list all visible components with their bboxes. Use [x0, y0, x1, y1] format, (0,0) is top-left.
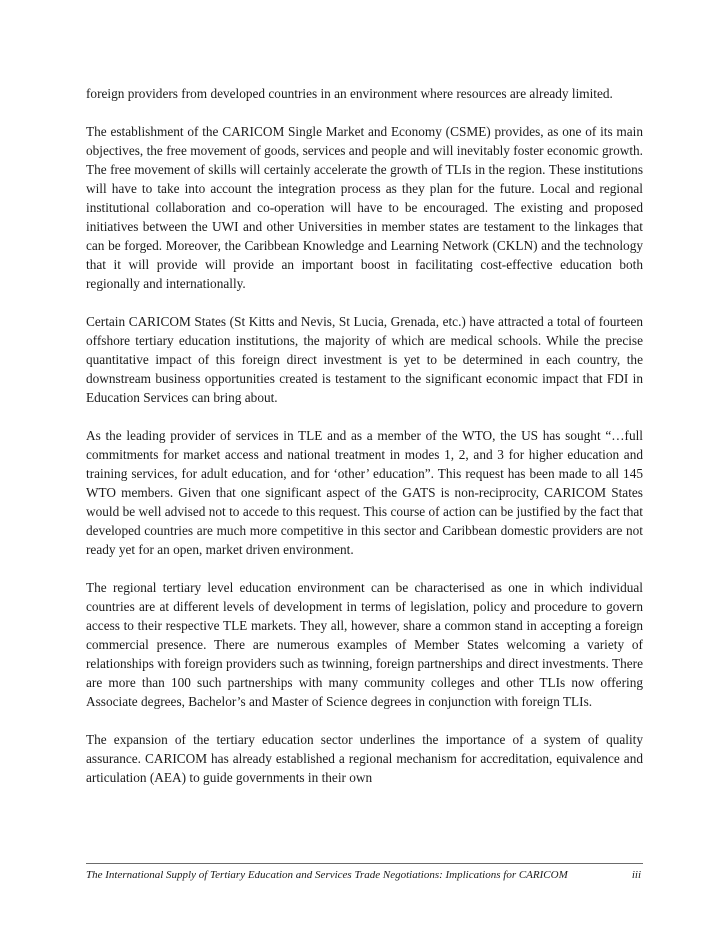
paragraph: The expansion of the tertiary education sector underlines the importance of a system of quality assurance. CARICOM has already established a regional mechanism for accreditation, equivalence and articulation (AEA) to guide governments in their own: [86, 732, 643, 785]
paragraph: foreign providers from developed countries in an environment where resources are already limited.: [86, 86, 613, 101]
footer-document-title: The International Supply of Tertiary Education and Services Trade Negotiations: Implications for CARICOM: [86, 869, 568, 881]
paragraph: Certain CARICOM States (St Kitts and Nevis, St Lucia, Grenada, etc.) have attracted a total of fourteen offshore tertiary education institutions, the majority of which are medical schools. While the precise quantitative impact of this foreign direct investment is yet to be determined in each country, the downstream business opportunities created is testament to the significant economic impact that FDI in Education Services can bring about.: [86, 314, 643, 405]
page-footer: [86, 868, 643, 882]
footer-divider: [86, 863, 643, 864]
page-body: [86, 84, 643, 806]
paragraph: The regional tertiary level education environment can be characterised as one in which individual countries are at different levels of development in terms of legislation, policy and procedure to govern access to their respective TLE markets. They all, however, share a common stand in accepting a foreign commercial presence. There are numerous examples of Member States welcoming a variety of relationships with foreign providers such as twinning, foreign partnerships and direct investments. There are more than 100 such partnerships with many community colleges and other TLIs now offering Associate degrees, Bachelor’s and Master of Science degrees in conjunction with foreign TLIs.: [86, 580, 643, 709]
paragraph: As the leading provider of services in TLE and as a member of the WTO, the US has sought “…full commitments for market access and national treatment in modes 1, 2, and 3 for higher education and training services, for adult education, and for ‘other’ education”. This request has been made to all 145 WTO members. Given that one significant aspect of the GATS is non-reciprocity, CARICOM States would be well advised not to accede to this request. This course of action can be justified by the fact that developed countries are much more competitive in this sector and Caribbean domestic providers are not ready yet for an open, market driven environment.: [86, 428, 643, 557]
page-number: iii: [631, 869, 641, 881]
paragraph: The establishment of the CARICOM Single Market and Economy (CSME) provides, as one of its main objectives, the free movement of goods, services and people and will inevitably foster economic growth. The free movement of skills will certainly accelerate the growth of TLIs in the region. These institutions will have to take into account the integration process as they plan for the future. Local and regional institutional collaboration and co-operation will have to be encouraged. The existing and proposed initiatives between the UWI and other Universities in member states are testament to the linkages that can be forged. Moreover, the Caribbean Knowledge and Learning Network (CKLN) and the technology that it will provide will provide an important boost in facilitating cost-effective education both regionally and internationally.: [86, 124, 643, 291]
